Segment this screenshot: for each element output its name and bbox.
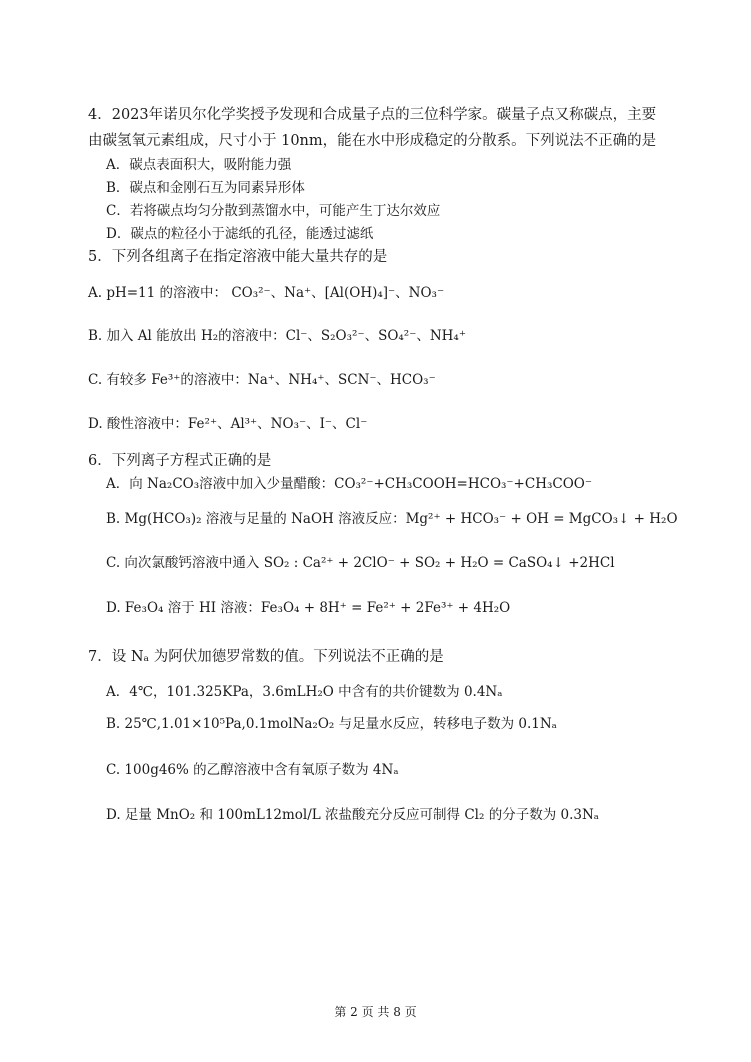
q6-option-c: C. 向次氯酸钙溶液中通入 SO₂ : Ca²⁺ + 2ClO⁻ + SO₂ + H₂O = CaSO₄↓ +2HCl [106,555,615,571]
q4-option-c: C．若将碳点均匀分散到蒸馏水中，可能产生丁达尔效应 [106,203,441,219]
q6-option-b: B. Mg(HCO₃)₂ 溶液与足量的 NaOH 溶液反应：Mg²⁺ + HCO₃⁻ + OH = MgCO₃↓ + H₂O [106,511,678,527]
q5-stem: 5．下列各组离子在指定溶液中能大量共存的是 [88,249,388,265]
q7-option-a: A．4℃，101.325KPa，3.6mLH₂O 中含有的共价键数为 0.4Nₐ [106,684,503,700]
q4-option-b: B．碳点和金刚石互为同素异形体 [106,180,305,196]
q5-option-b: B. 加入 Al 能放出 H₂的溶液中：Cl⁻、S₂O₃²⁻、SO₄²⁻、NH₄⁺ [88,328,466,344]
q6-option-a: A．向 Na₂CO₃溶液中加入少量醋酸：CO₃²⁻+CH₃COOH=HCO₃⁻+CH₃COO⁻ [106,476,592,492]
q4-stem-line2: 由碳氢氧元素组成，尺寸小于 10nm，能在水中形成稳定的分散系。下列说法不正确的是 [88,133,657,149]
q5-option-d: D. 酸性溶液中：Fe²⁺、Al³⁺、NO₃⁻、I⁻、Cl⁻ [88,416,368,432]
q7-option-c: C. 100g46% 的乙醇溶液中含有氧原子数为 4Nₐ [106,762,399,778]
q5-option-c: C. 有较多 Fe³⁺的溶液中：Na⁺、NH₄⁺、SCN⁻、HCO₃⁻ [88,372,436,388]
page-footer: 第 2 页 共 8 页 [334,1005,417,1019]
q7-option-b: B. 25℃,1.01×10⁵Pa,0.1molNa₂O₂ 与足量水反应，转移电子数为 0.1Nₐ [106,716,557,732]
q4-stem-line1: 4．2023年诺贝尔化学奖授予发现和合成量子点的三位科学家。碳量子点又称碳点，主要 [88,107,657,123]
q6-stem: 6．下列离子方程式正确的是 [88,453,272,469]
q4-option-d: D．碳点的粒径小于滤纸的孔径，能透过滤纸 [106,226,374,242]
q5-option-a: A. pH=11 的溶液中： CO₃²⁻、Na⁺、[Al(OH)₄]⁻、NO₃⁻ [88,285,445,301]
q7-stem: 7．设 Nₐ 为阿伏加德罗常数的值。下列说法不正确的是 [88,649,444,665]
q6-option-d: D. Fe₃O₄ 溶于 HI 溶液：Fe₃O₄ + 8H⁺ = Fe²⁺ + 2Fe³⁺ + 4H₂O [106,600,511,616]
q7-option-d: D. 足量 MnO₂ 和 100mL12mol/L 浓盐酸充分反应可制得 Cl₂ 的分子数为 0.3Nₐ [106,807,599,823]
q4-option-a: A．碳点表面积大，吸附能力强 [106,157,292,173]
